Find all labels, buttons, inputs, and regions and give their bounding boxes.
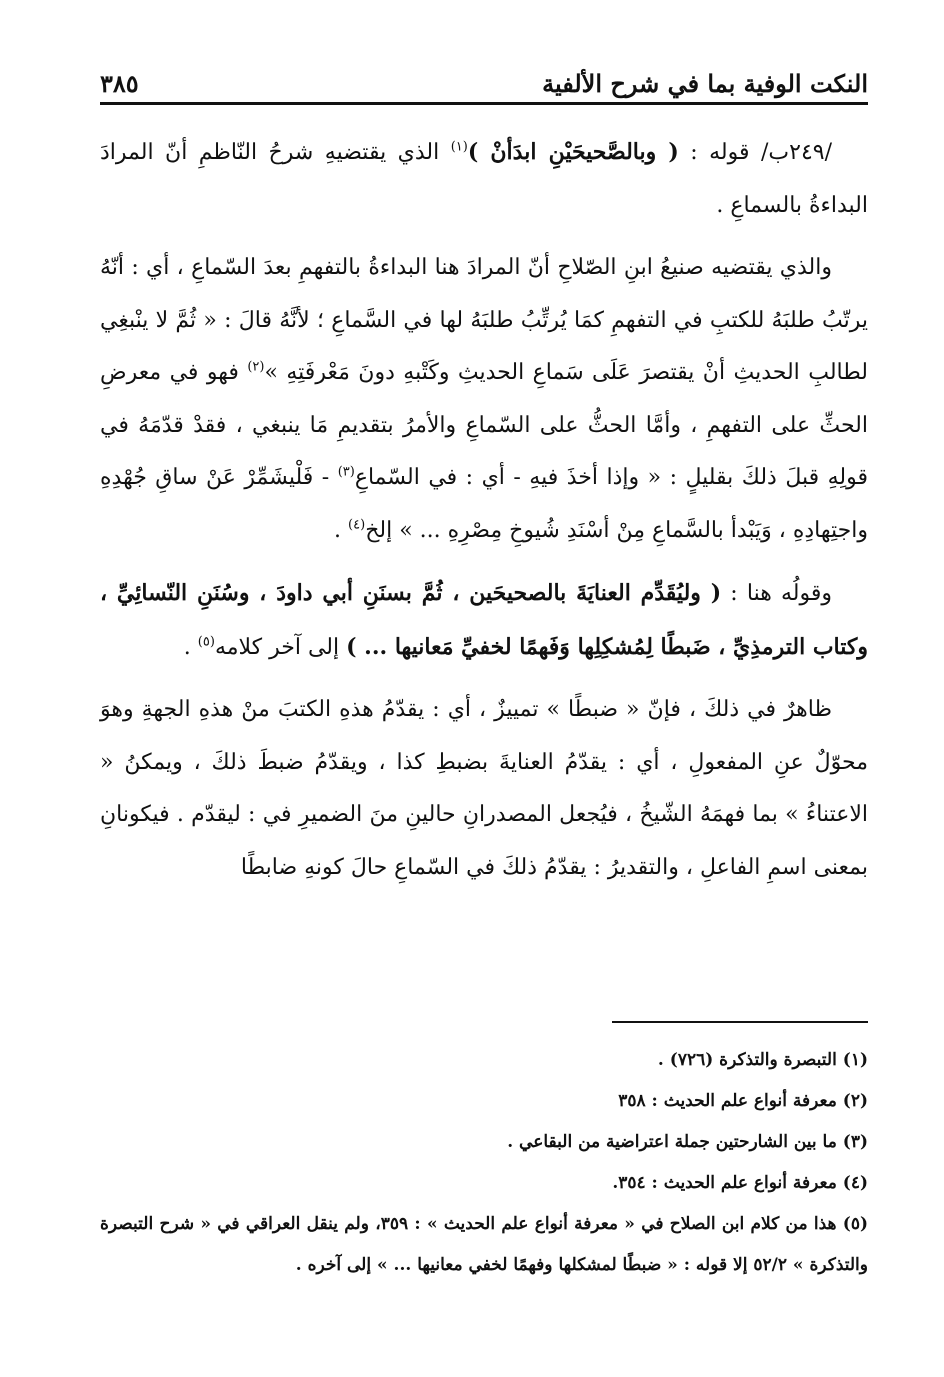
footnote-4: (٤) معرفة أنواع علم الحديث : ٣٥٤. [612, 1173, 868, 1193]
paragraph-3-lead: وقولُه هنا : [721, 581, 832, 606]
footnote-ref-2[interactable]: (٢) [247, 359, 265, 375]
paragraph-2-text: والذي يقتضيه صنيعُ ابنِ الصّلاحِ أنّ المرادَ هنا البداءةُ بالتفهمِ بعدَ السّماعِ ، أي : أنّهُ يرتّبُ طلبَهُ للكتبِ في التفهمِ كمَا يُرتِّبُ طلبَهُ لها في السَّماعِ ؛ لأنَّهُ قالَ : « ثُمَّ لا ينْبغِي لطالبِ الحديثِ أنْ يقتصرَ عَلَى سَماعِ الحديثِ وكَتْبهِ دونَ مَعْرفَتِهِ » [100, 255, 868, 385]
footnote-2: (٢) معرفة أنواع علم الحديث : ٣٥٨ [618, 1091, 868, 1111]
footnote-separator [612, 1021, 868, 1023]
main-text [100, 126, 868, 894]
header-rule [100, 102, 868, 105]
folio-marker: /٢٤٩ب/ [749, 140, 832, 165]
paragraph-2-end: . [334, 517, 349, 543]
paragraph-4 [100, 684, 868, 894]
footnote-ref-1[interactable]: (١) [450, 139, 468, 155]
quoted-text: ( وليُقَدِّم العنايَةَ بالصحيحَين ، ثُمَّ بسنَنِ أبي داودَ ، وسُنَنِ النّسائِيِّ ، وكتاب الترمذِيِّ ، ضَبطًا لِمُشكِلِها وَفَهمًا لخفيِّ مَعانيها ... ) [100, 580, 868, 660]
footnote-ref-3[interactable]: (٣) [337, 464, 355, 480]
paragraph-2 [100, 242, 868, 557]
paragraph-1-lead: قوله : [678, 140, 750, 165]
footnote-5: (٥) هذا من كلام ابن الصلاح في « معرفة أنواع علم الحديث » : ٣٥٩، ولم ينقل العراقي في « شرح التبصرة والتذكرة » ٥٢/٢ إلا قوله : « ضبطًا لمشكلها وفهمًا لخفي معانيها ... » إلى آخره . [100, 1214, 868, 1275]
footnote-1: (١) التبصرة والتذكرة (٧٢٦) . [657, 1050, 868, 1070]
footnote-ref-4[interactable]: (٤) [348, 517, 366, 533]
page-number: ٣٨٥ [100, 69, 139, 98]
paragraph-3-end: . [183, 634, 198, 660]
quoted-verse: ( وبالصَّحيحَيْنِ ابدَأنْ ) [467, 139, 679, 165]
paragraph-2-text-3: - فَلْيشَمِّرْ عَنْ ساقِ جُهْدِهِ واجتِهادِهِ ، وَيَبْدأ بالسَّماعِ مِنْ أسْنَدِ شُيوخِ مِصْرِهِ ... » إلخ [100, 465, 868, 543]
paragraph-1-tail: الذي يقتضيهِ شرحُ النّاظمِ أنّ المرادَ البداءةُ بالسماعِ . [100, 140, 868, 218]
footnotes [100, 1040, 868, 1286]
paragraph-4-text: ظاهرٌ في ذلكَ ، فإنّ « ضبطًا » تمييزٌ ، أي : يقدّمُ هذهِ الكتبَ منْ هذهِ الجهةِ وهوَ محوّلٌ عنِ المفعولِ ، أي : يقدّمُ العنايةَ بضبطِ كذا ، ويقدّمُ ضبطَ ذلكَ ، ويمكنُ « الاعتناءُ » بما فهمَهُ الشّيخُ ، فيُجعل المصدرانِ حالينِ منَ الضميرِ في : ليقدّم . فيكونانِ بمعنى اسمِ الفاعلِ ، والتقديرُ : يقدّمُ ذلكَ في السّماعِ حالَ كونهِ ضابطًا [100, 697, 868, 880]
paragraph-2-text-2: فهو في معرضِ الحثِّ على التفهمِ ، وأمَّا الحثُّ على السّماعِ والأمرُ بتقديمِ مَا ينبغي ، فقدْ قدّمَهُ في قولِهِ قبلَ ذلكَ بقليلٍ : « وإذا أخذَ فيهِ - أي : في السّماعِ [100, 360, 869, 490]
paragraph-1 [100, 126, 868, 232]
running-title: النكت الوفية بما في شرح الألفية [542, 69, 868, 98]
paragraph-3-mid: إلى آخر كلامه [214, 634, 347, 660]
paragraph-3 [100, 567, 868, 674]
footnote-3: (٣) ما بين الشارحتين جملة اعتراضية من البقاعي . [507, 1132, 868, 1152]
running-header [100, 52, 868, 98]
footnote-ref-5[interactable]: (٥) [197, 634, 215, 650]
